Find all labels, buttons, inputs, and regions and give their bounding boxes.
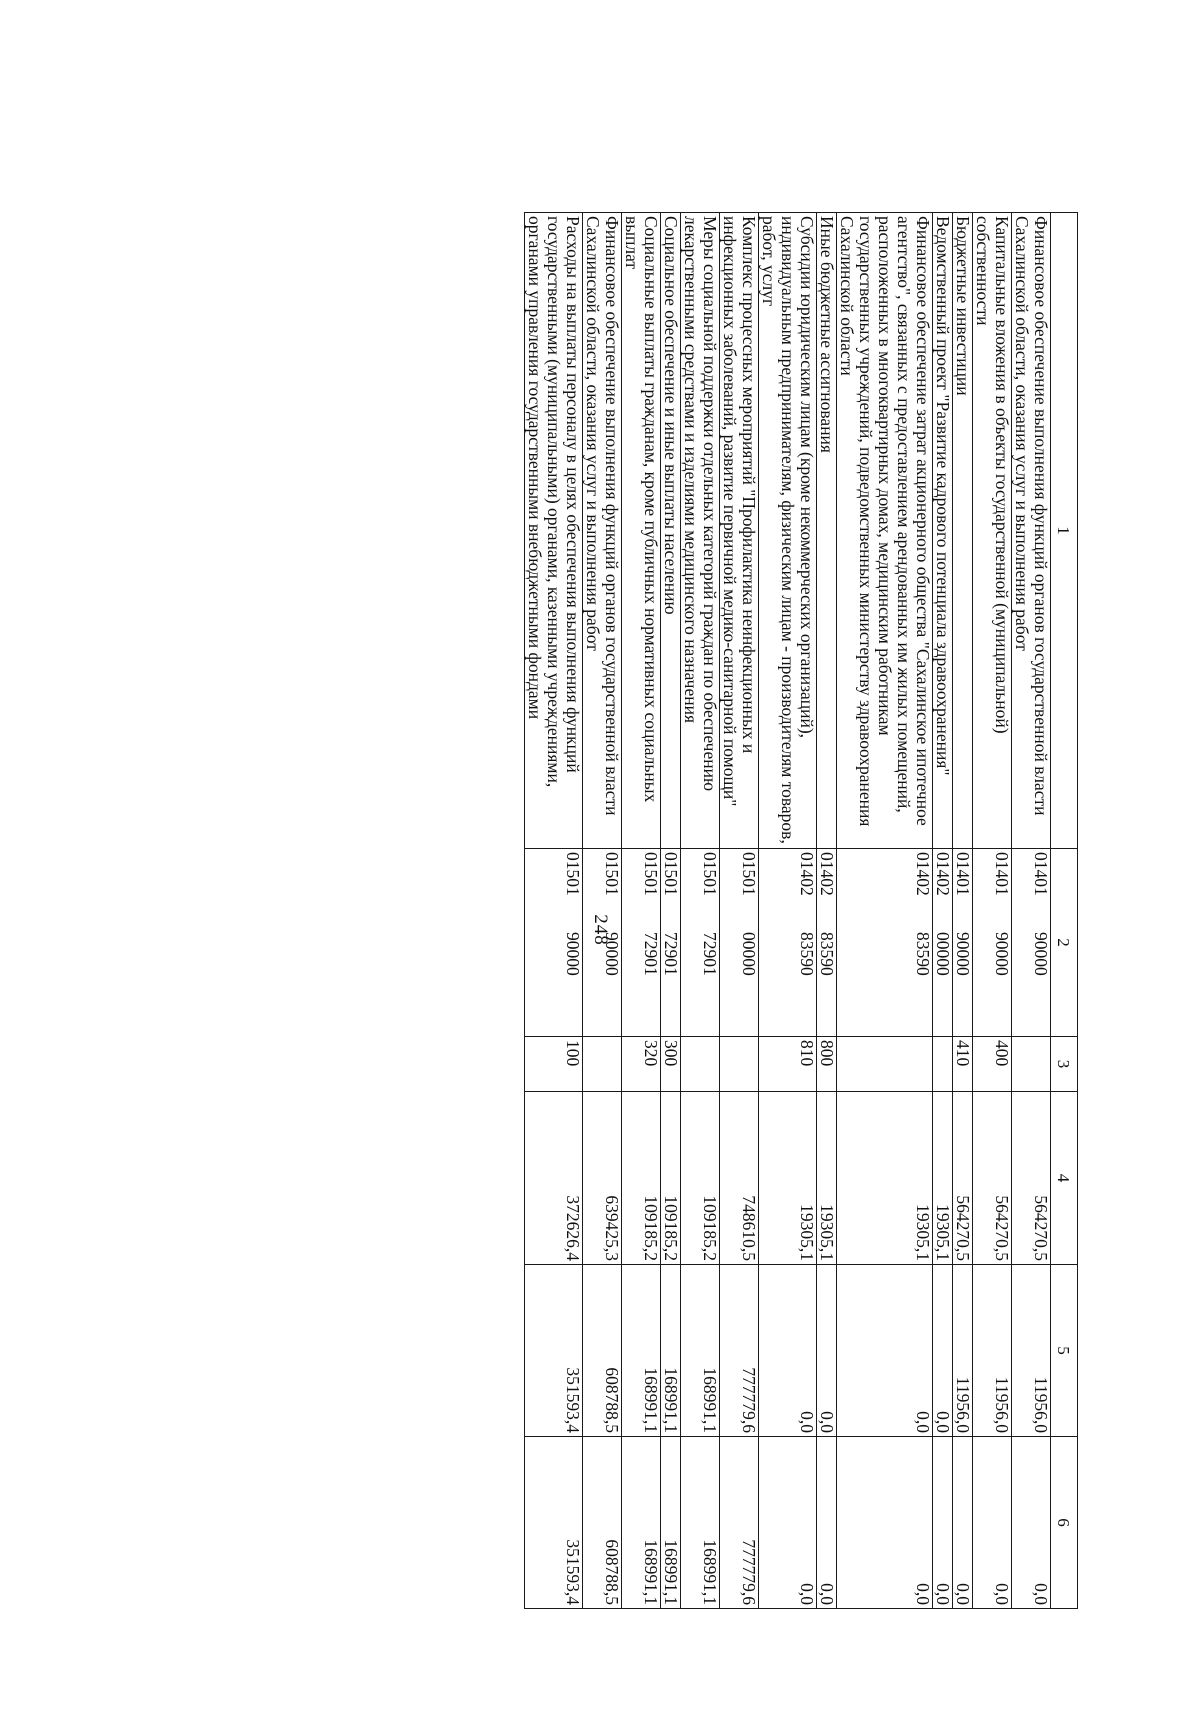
row-code-direction: 83590 xyxy=(817,932,837,976)
row-expense-type: 320 xyxy=(622,1037,661,1092)
row-expense-type: 300 xyxy=(661,1037,681,1092)
row-amount-year2: 11956,0 xyxy=(973,1265,1012,1437)
column-header: 3 xyxy=(1051,1037,1078,1092)
row-amount-year1: 748610,5 xyxy=(720,1092,759,1265)
table-row xyxy=(837,213,933,1609)
row-code-direction: 00000 xyxy=(933,932,953,976)
row-name: Ведомственный проект "Развитие кадрового потенциала здравоохранения" xyxy=(933,213,953,849)
row-amount-year1: 19305,1 xyxy=(837,1092,933,1265)
row-code-program: 01402 xyxy=(933,852,953,896)
row-name: Иные бюджетные ассигнования xyxy=(817,213,837,849)
row-amount-year1: 564270,5 xyxy=(1012,1092,1051,1265)
row-code-program: 01501 xyxy=(661,852,681,896)
table-row xyxy=(583,213,622,1609)
row-code xyxy=(933,849,953,1037)
row-code-program: 01401 xyxy=(992,852,1012,896)
table-row xyxy=(720,213,759,1609)
row-amount-year2: 0,0 xyxy=(837,1265,933,1437)
table-row xyxy=(681,213,720,1609)
column-header: 6 xyxy=(1051,1437,1078,1609)
row-amount-year3: 0,0 xyxy=(837,1437,933,1609)
table-row xyxy=(661,213,681,1609)
row-name: Бюджетные инвестиции xyxy=(953,213,973,849)
row-amount-year3: 0,0 xyxy=(1012,1437,1051,1609)
row-code-direction: 90000 xyxy=(563,932,583,976)
row-code xyxy=(525,849,583,1037)
table-row xyxy=(622,213,661,1609)
table-row xyxy=(953,213,973,1609)
row-code xyxy=(837,849,933,1037)
row-code xyxy=(622,849,661,1037)
column-header: 4 xyxy=(1051,1092,1078,1265)
row-amount-year3: 0,0 xyxy=(759,1437,817,1609)
row-expense-type xyxy=(837,1037,933,1092)
row-expense-type xyxy=(681,1037,720,1092)
row-expense-type xyxy=(1012,1037,1051,1092)
row-amount-year1: 564270,5 xyxy=(953,1092,973,1265)
page-number: 248 xyxy=(590,914,611,946)
row-code-program: 01501 xyxy=(641,852,661,896)
row-code-program: 01501 xyxy=(563,852,583,896)
row-amount-year2: 777779,6 xyxy=(720,1265,759,1437)
row-amount-year1: 109185,2 xyxy=(622,1092,661,1265)
row-code xyxy=(720,849,759,1037)
row-name: Финансовое обеспечение выполнения функций органов государственной власти Сахалинской области, оказания услуг и выполнения работ xyxy=(1012,213,1051,849)
row-amount-year3: 608788,5 xyxy=(583,1437,622,1609)
row-expense-type: 410 xyxy=(953,1037,973,1092)
row-code-program: 01401 xyxy=(1031,852,1051,896)
row-amount-year2: 0,0 xyxy=(817,1265,837,1437)
row-name: Меры социальной поддержки отдельных категорий граждан по обеспечению лекарственными средствами и изделиями медицинского назначения xyxy=(681,213,720,849)
row-code-direction: 83590 xyxy=(797,932,817,976)
table-row xyxy=(525,213,583,1609)
row-code-program: 01401 xyxy=(953,852,973,896)
row-expense-type xyxy=(720,1037,759,1092)
row-code-direction: 72901 xyxy=(700,932,720,976)
row-name: Социальные выплаты гражданам, кроме публичных нормативных социальных выплат xyxy=(622,213,661,849)
column-header: 1 xyxy=(1051,213,1078,849)
table-row xyxy=(759,213,817,1609)
row-name: Финансовое обеспечение затрат акционерного общества "Сахалинское ипотечное агентство", связанных с предоставлением арендованных им жилых помещений, расположенных в многоквартирных домах, медицинским работникам государственных учреждений, подведомственных министерству здравоохранения Сахалинской области xyxy=(837,213,933,849)
table-row xyxy=(973,213,1012,1609)
row-amount-year1: 639425,3 xyxy=(583,1092,622,1265)
row-amount-year1: 19305,1 xyxy=(759,1092,817,1265)
row-code-direction: 90000 xyxy=(992,932,1012,976)
row-expense-type xyxy=(583,1037,622,1092)
row-code xyxy=(973,849,1012,1037)
row-code-direction: 72901 xyxy=(641,932,661,976)
row-name: Финансовое обеспечение выполнения функций органов государственной власти Сахалинской области, оказания услуг и выполнения работ xyxy=(583,213,622,849)
row-code-program: 01402 xyxy=(913,852,933,896)
row-amount-year3: 0,0 xyxy=(817,1437,837,1609)
row-amount-year2: 0,0 xyxy=(933,1265,953,1437)
row-code-program: 01501 xyxy=(700,852,720,896)
row-amount-year2: 168991,1 xyxy=(661,1265,681,1437)
row-name: Капитальные вложения в объекты государственной (муниципальной) собственности xyxy=(973,213,1012,849)
row-amount-year2: 11956,0 xyxy=(1012,1265,1051,1437)
row-amount-year3: 351593,4 xyxy=(525,1437,583,1609)
row-code xyxy=(817,849,837,1037)
row-expense-type: 100 xyxy=(525,1037,583,1092)
row-amount-year3: 0,0 xyxy=(953,1437,973,1609)
row-expense-type: 800 xyxy=(817,1037,837,1092)
row-code xyxy=(583,849,622,1037)
row-amount-year3: 0,0 xyxy=(973,1437,1012,1609)
row-amount-year2: 608788,5 xyxy=(583,1265,622,1437)
table-row xyxy=(1012,213,1051,1609)
row-amount-year2: 11956,0 xyxy=(953,1265,973,1437)
row-amount-year1: 109185,2 xyxy=(661,1092,681,1265)
row-amount-year3: 168991,1 xyxy=(661,1437,681,1609)
row-code xyxy=(661,849,681,1037)
column-number-row xyxy=(1051,213,1078,1609)
row-code-program: 01501 xyxy=(602,852,622,896)
row-amount-year3: 0,0 xyxy=(933,1437,953,1609)
row-amount-year3: 168991,1 xyxy=(622,1437,661,1609)
row-code-direction: 90000 xyxy=(1031,932,1051,976)
row-amount-year1: 372626,4 xyxy=(525,1092,583,1265)
row-name: Комплекс процессных мероприятий "Профилактика неинфекционных и инфекционных заболеваний, развитие первичной медико-санитарной помощи" xyxy=(720,213,759,849)
row-expense-type xyxy=(933,1037,953,1092)
row-expense-type: 810 xyxy=(759,1037,817,1092)
row-amount-year1: 564270,5 xyxy=(973,1092,1012,1265)
row-amount-year1: 19305,1 xyxy=(817,1092,837,1265)
row-code-program: 01501 xyxy=(739,852,759,896)
row-name: Субсидии юридическим лицам (кроме некоммерческих организаций), индивидуальным предпринимателям, физическим лицам - производителям товаров, работ, услуг xyxy=(759,213,817,849)
row-code-direction: 90000 xyxy=(953,932,973,976)
row-amount-year1: 19305,1 xyxy=(933,1092,953,1265)
budget-table-sheet xyxy=(62,212,1078,1608)
row-name: Социальное обеспечение и иные выплаты населению xyxy=(661,213,681,849)
row-amount-year2: 168991,1 xyxy=(681,1265,720,1437)
row-amount-year1: 109185,2 xyxy=(681,1092,720,1265)
row-amount-year2: 168991,1 xyxy=(622,1265,661,1437)
table-row xyxy=(933,213,953,1609)
table-row xyxy=(817,213,837,1609)
row-code-direction: 83590 xyxy=(913,932,933,976)
row-code xyxy=(681,849,720,1037)
row-expense-type: 400 xyxy=(973,1037,1012,1092)
row-code xyxy=(953,849,973,1037)
row-amount-year3: 168991,1 xyxy=(681,1437,720,1609)
row-code-program: 01402 xyxy=(797,852,817,896)
row-amount-year2: 351593,4 xyxy=(525,1265,583,1437)
row-code-direction: 90000 xyxy=(602,932,622,976)
row-code-direction: 72901 xyxy=(661,932,681,976)
row-amount-year2: 0,0 xyxy=(759,1265,817,1437)
row-code xyxy=(1012,849,1051,1037)
budget-table xyxy=(524,212,1078,1609)
row-code xyxy=(759,849,817,1037)
row-code-direction: 00000 xyxy=(739,932,759,976)
row-name: Расходы на выплаты персоналу в целях обеспечения выполнения функций государственными (муниципальными) органами, казенными учреждениями, органами управления государственными внебюджетными фондами xyxy=(525,213,583,849)
column-header: 5 xyxy=(1051,1265,1078,1437)
row-code-program: 01402 xyxy=(817,852,837,896)
column-header: 2 xyxy=(1051,849,1078,1037)
row-amount-year3: 777779,6 xyxy=(720,1437,759,1609)
